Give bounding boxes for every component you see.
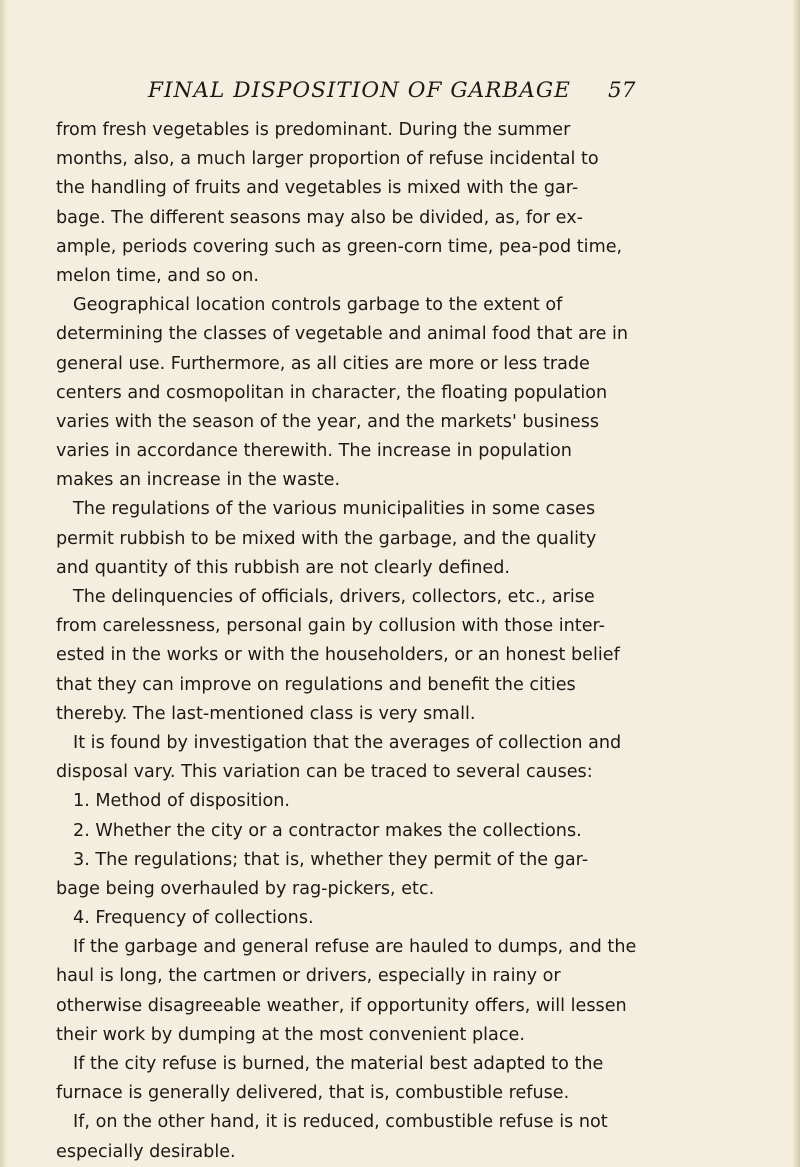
text-line: thereby. The last-mentioned class is very small. <box>56 703 476 724</box>
text-line: The delinquencies of officials, drivers, collectors, etc., arise <box>73 587 595 607</box>
text-line: ested in the works or with the householders, or an honest belief <box>56 645 620 666</box>
text-line: If, on the other hand, it is reduced, combustible refuse is not <box>73 1112 608 1133</box>
text-line: varies with the season of the year, and the markets' business <box>56 411 600 432</box>
text-line: If the city refuse is burned, the material best adapted to the <box>73 1054 604 1074</box>
body-text <box>56 116 792 1167</box>
text-line: determining the classes of vegetable and animal food that are in <box>56 324 629 345</box>
text-line: bage. The different seasons may also be divided, as, for ex- <box>56 207 583 228</box>
text-line: otherwise disagreeable weather, if opportunity offers, will lessen <box>56 995 627 1016</box>
text-line: furnace is generally delivered, that is, combustible refuse. <box>56 1083 570 1104</box>
text-line: that they can improve on regulations and benefit the cities <box>56 674 576 695</box>
text-line: It is found by investigation that the averages of collection and <box>73 732 622 753</box>
text-line: The regulations of the various municipalities in some cases <box>73 499 596 520</box>
text-line: haul is long, the cartmen or drivers, especially in rainy or <box>56 966 561 987</box>
text-line: varies in accordance therewith. The increase in population <box>56 441 572 462</box>
text-line: ample, periods covering such as green-corn time, pea-pod time, <box>56 236 623 257</box>
text-line: especially desirable. <box>56 1141 236 1162</box>
list-item: 3. The regulations; that is, whether they permit of the gar- <box>73 849 589 870</box>
page-edge-left <box>0 0 8 1167</box>
text-line: their work by dumping at the most convenient place. <box>56 1024 525 1045</box>
text-line: centers and cosmopolitan in character, the floating population <box>56 382 608 403</box>
page-number: 57 <box>608 78 636 103</box>
text-line: months, also, a much larger proportion of refuse incidental to <box>56 149 599 170</box>
text-line: general use. Furthermore, as all cities are more or less trade <box>56 353 590 374</box>
text-line: makes an increase in the waste. <box>56 470 341 491</box>
list-item: 1. Method of disposition. <box>73 791 291 812</box>
page-edge-right <box>792 0 800 1167</box>
text-line: from carelessness, personal gain by collusion with those inter- <box>56 616 605 637</box>
text-line: If the garbage and general refuse are hauled to dumps, and the <box>73 937 637 958</box>
text-line: permit rubbish to be mixed with the garbage, and the quality <box>56 528 597 549</box>
text-line: Geographical location controls garbage to the extent of <box>73 295 563 316</box>
list-item: 2. Whether the city or a contractor makes the collections. <box>73 820 582 841</box>
text-line: and quantity of this rubbish are not clearly defined. <box>56 557 510 578</box>
text-line: disposal vary. This variation can be traced to several causes: <box>56 762 593 783</box>
text-line: melon time, and so on. <box>56 265 260 286</box>
list-item: 4. Frequency of collections. <box>73 908 314 929</box>
text-line: bage being overhauled by rag-pickers, etc. <box>56 878 435 899</box>
text-line: from fresh vegetables is predominant. During the summer <box>56 120 571 140</box>
page-header <box>0 76 800 106</box>
running-head-title: FINAL DISPOSITION OF GARBAGE <box>148 78 571 103</box>
text-line: the handling of fruits and vegetables is mixed with the gar- <box>56 178 579 199</box>
